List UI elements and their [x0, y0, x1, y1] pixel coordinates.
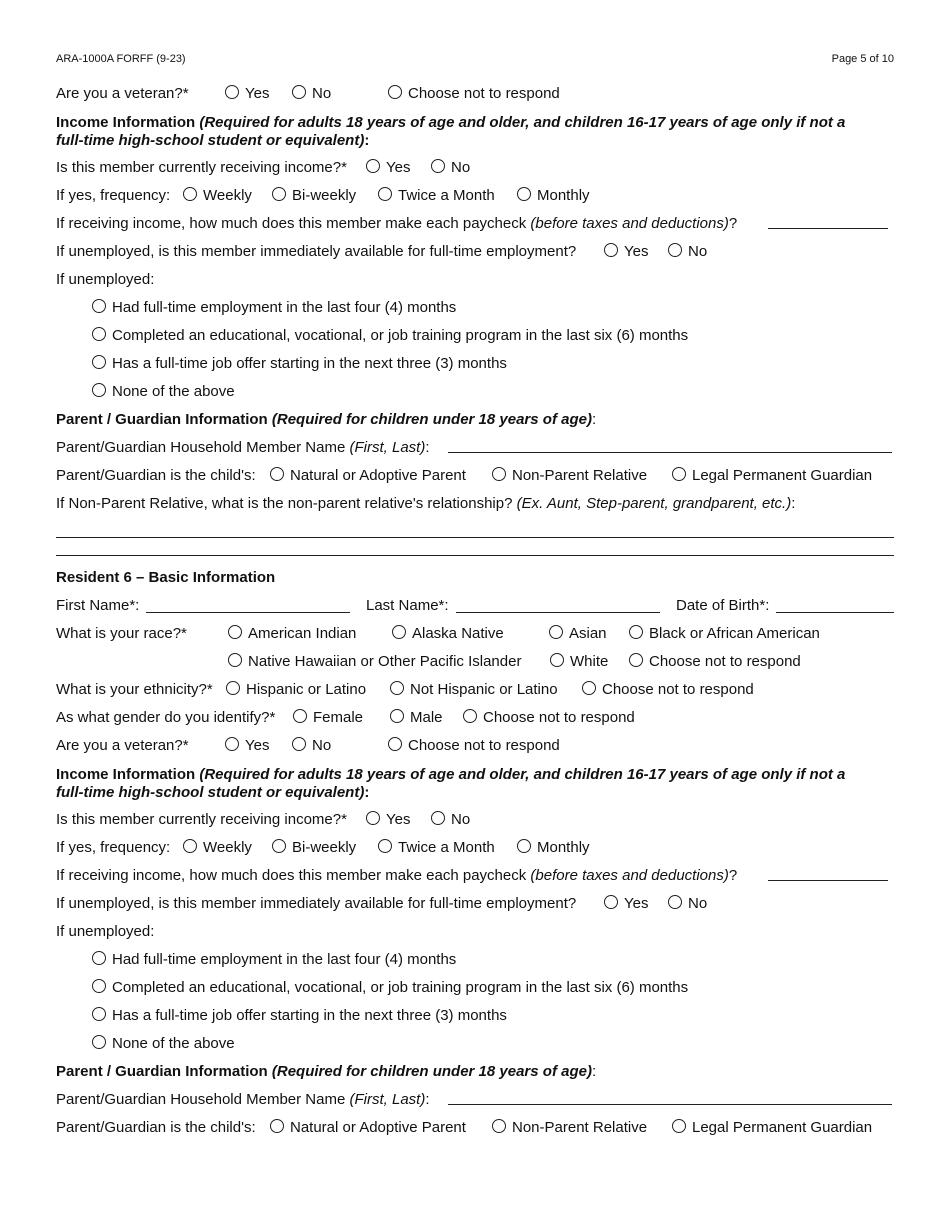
- paycheck-field-2[interactable]: [768, 866, 888, 881]
- if-unemployed-label: If unemployed:: [56, 271, 155, 288]
- available2-no[interactable]: No: [668, 894, 707, 914]
- radio-icon[interactable]: [378, 839, 392, 853]
- dob-field[interactable]: [776, 598, 894, 613]
- unemp-opt-2[interactable]: Completed an educational, vocational, or job training program in the last six (6) months: [92, 326, 894, 346]
- available2-yes[interactable]: Yes: [604, 894, 648, 914]
- income-heading-b: Income Information (Required for adults 18 years of age and older, and children 16-17 years of age only if not a: [56, 766, 846, 783]
- radio-icon[interactable]: [463, 709, 477, 723]
- radio-icon[interactable]: [92, 1035, 106, 1049]
- parent-name-row-2: Parent/Guardian Household Member Name (First, Last):: [56, 1090, 894, 1110]
- paycheck-row-2: If receiving income, how much does this member make each paycheck (before taxes and deductions)?: [56, 866, 894, 886]
- parent-natural[interactable]: Natural or Adoptive Parent: [270, 466, 466, 486]
- parent-heading-2: Parent / Guardian Information (Required for children under 18 years of age):: [56, 1063, 597, 1080]
- race-choose-not[interactable]: Choose not to respond: [629, 652, 801, 672]
- radio-icon[interactable]: [378, 187, 392, 201]
- radio-icon[interactable]: [272, 839, 286, 853]
- radio-icon[interactable]: [183, 839, 197, 853]
- parent-name-row: Parent/Guardian Household Member Name (First, Last):: [56, 438, 894, 458]
- veteran-yes[interactable]: Yes: [225, 84, 269, 104]
- unemp2-opt-3[interactable]: Has a full-time job offer starting in the next three (3) months: [92, 1006, 894, 1026]
- radio-icon[interactable]: [388, 85, 402, 99]
- radio-icon[interactable]: [550, 653, 564, 667]
- gender-row: As what gender do you identify?* Female Male Choose not to respond: [56, 709, 635, 726]
- freq2-weekly[interactable]: Weekly: [183, 838, 252, 858]
- radio-icon[interactable]: [388, 737, 402, 751]
- income-heading-2: full-time high-school student or equivalent):: [56, 132, 370, 149]
- race-black[interactable]: Black or African American: [629, 624, 820, 644]
- radio-icon[interactable]: [183, 187, 197, 201]
- radio-icon[interactable]: [390, 709, 404, 723]
- race-am-indian[interactable]: American Indian: [228, 624, 356, 644]
- parent-is-row: Parent/Guardian is the child's: Natural or Adoptive Parent Non-Parent Relative Legal Permanent Guardian: [56, 467, 873, 484]
- veteran2-yes[interactable]: Yes: [225, 736, 269, 756]
- parent2-legal[interactable]: Legal Permanent Guardian: [672, 1118, 872, 1138]
- page-number: Page 5 of 10: [831, 53, 894, 65]
- radio-icon[interactable]: [366, 159, 380, 173]
- unemp2-opt-4[interactable]: None of the above: [92, 1034, 894, 1054]
- radio-icon[interactable]: [629, 625, 643, 639]
- if-unemployed-label-2: If unemployed:: [56, 923, 155, 940]
- freq-weekly[interactable]: Weekly: [183, 186, 252, 206]
- parent-nonparent[interactable]: Non-Parent Relative: [492, 466, 647, 486]
- radio-icon[interactable]: [431, 811, 445, 825]
- parent-name-field-2[interactable]: [448, 1090, 892, 1105]
- gender-male[interactable]: Male: [390, 708, 443, 728]
- resident6-heading: Resident 6 – Basic Information: [56, 569, 276, 586]
- radio-icon[interactable]: [492, 1119, 506, 1133]
- parent-is-row-2: Parent/Guardian is the child's: Natural or Adoptive Parent Non-Parent Relative Legal Permanent Guardian: [56, 1119, 873, 1136]
- radio-icon[interactable]: [272, 187, 286, 201]
- radio-icon[interactable]: [92, 355, 106, 369]
- race-alaska[interactable]: Alaska Native: [392, 624, 504, 644]
- radio-icon[interactable]: [92, 383, 106, 397]
- radio-icon[interactable]: [629, 653, 643, 667]
- frequency-row: If yes, frequency: Weekly Bi-weekly Twice a Month Monthly: [56, 187, 590, 204]
- income-heading-b-2: full-time high-school student or equivalent):: [56, 784, 370, 801]
- radio-icon[interactable]: [228, 653, 242, 667]
- freq-twice[interactable]: Twice a Month: [378, 186, 495, 206]
- available-no[interactable]: No: [668, 242, 707, 262]
- veteran2-no[interactable]: No: [292, 736, 331, 756]
- radio-icon[interactable]: [92, 979, 106, 993]
- veteran-choose-not[interactable]: Choose not to respond: [388, 84, 560, 104]
- veteran-no[interactable]: No: [292, 84, 331, 104]
- race-row-2: [56, 652, 894, 672]
- radio-icon[interactable]: [672, 1119, 686, 1133]
- radio-icon[interactable]: [672, 467, 686, 481]
- frequency-row-2: If yes, frequency: Weekly Bi-weekly Twice a Month Monthly: [56, 839, 590, 856]
- parent-name-field[interactable]: [448, 438, 892, 453]
- radio-icon[interactable]: [92, 327, 106, 341]
- unemp-opt-3[interactable]: Has a full-time job offer starting in the next three (3) months: [92, 354, 894, 374]
- radio-icon[interactable]: [92, 1007, 106, 1021]
- receiving2-yes[interactable]: Yes: [366, 810, 410, 830]
- radio-icon[interactable]: [431, 159, 445, 173]
- gender-female[interactable]: Female: [293, 708, 363, 728]
- receiving-row-2: Is this member currently receiving income?* Yes No: [56, 811, 471, 828]
- radio-icon[interactable]: [604, 895, 618, 909]
- eth-hispanic[interactable]: Hispanic or Latino: [226, 680, 366, 700]
- form-id: ARA-1000A FORFF (9-23): [56, 53, 186, 65]
- radio-icon[interactable]: [92, 299, 106, 313]
- freq-biweekly[interactable]: Bi-weekly: [272, 186, 356, 206]
- eth-choose-not[interactable]: Choose not to respond: [582, 680, 754, 700]
- unemp2-opt-2[interactable]: Completed an educational, vocational, or job training program in the last six (6) months: [92, 978, 894, 998]
- radio-icon[interactable]: [517, 187, 531, 201]
- race-hawaiian[interactable]: Native Hawaiian or Other Pacific Islander: [228, 652, 521, 672]
- parent-legal[interactable]: Legal Permanent Guardian: [672, 466, 872, 486]
- unemp-opt-1[interactable]: Had full-time employment in the last four (4) months: [92, 298, 894, 318]
- first-name-field[interactable]: [146, 598, 350, 613]
- unemp-opt-4[interactable]: None of the above: [92, 382, 894, 402]
- paycheck-row: If receiving income, how much does this member make each paycheck (before taxes and deductions)?: [56, 214, 894, 234]
- unemp2-opt-1[interactable]: Had full-time employment in the last four (4) months: [92, 950, 894, 970]
- radio-icon[interactable]: [228, 625, 242, 639]
- veteran-label: Are you a veteran?*: [56, 85, 189, 102]
- radio-icon[interactable]: [225, 737, 239, 751]
- radio-icon[interactable]: [392, 625, 406, 639]
- radio-icon[interactable]: [668, 895, 682, 909]
- radio-icon[interactable]: [226, 681, 240, 695]
- radio-icon[interactable]: [270, 1119, 284, 1133]
- income-heading: Income Information (Required for adults 18 years of age and older, and children 16-17 years of age only if not a: [56, 114, 846, 131]
- gender-choose-not[interactable]: Choose not to respond: [463, 708, 635, 728]
- name-row: First Name*: Last Name*: Date of Birth*:: [56, 596, 894, 616]
- available-row-2: If unemployed, is this member immediately available for full-time employment? Yes No: [56, 895, 708, 912]
- radio-icon[interactable]: [390, 681, 404, 695]
- nonparent-rel-row: If Non-Parent Relative, what is the non-parent relative's relationship? (Ex. Aunt, Step-parent, grandparent, etc.):: [56, 495, 796, 512]
- freq2-biweekly[interactable]: Bi-weekly: [272, 838, 356, 858]
- receiving2-no[interactable]: No: [431, 810, 470, 830]
- ethnicity-row: What is your ethnicity?* Hispanic or Latino Not Hispanic or Latino Choose not to respond: [56, 681, 754, 698]
- veteran-row: [56, 84, 894, 104]
- parent-heading: Parent / Guardian Information (Required for children under 18 years of age):: [56, 411, 597, 428]
- race-asian[interactable]: Asian: [549, 624, 607, 644]
- receiving-row: Is this member currently receiving income?* Yes No: [56, 159, 471, 176]
- radio-icon[interactable]: [293, 709, 307, 723]
- radio-icon[interactable]: [517, 839, 531, 853]
- last-name-field[interactable]: [456, 598, 660, 613]
- veteran2-choose-not[interactable]: Choose not to respond: [388, 736, 560, 756]
- radio-icon[interactable]: [92, 951, 106, 965]
- radio-icon[interactable]: [549, 625, 563, 639]
- relationship-line-2[interactable]: [56, 555, 894, 556]
- freq2-monthly[interactable]: Monthly: [517, 838, 590, 858]
- radio-icon[interactable]: [582, 681, 596, 695]
- radio-icon[interactable]: [225, 85, 239, 99]
- race-row-1: What is your race?* American Indian Alaska Native Asian Black or African American: [56, 625, 820, 642]
- race-white[interactable]: White: [550, 652, 608, 672]
- available-row: If unemployed, is this member immediately available for full-time employment? Yes No: [56, 243, 708, 260]
- veteran-row-2: Are you a veteran?* Yes No Choose not to respond: [56, 737, 560, 754]
- receiving-no[interactable]: No: [431, 158, 470, 178]
- relationship-line-1[interactable]: [56, 537, 894, 538]
- radio-icon[interactable]: [366, 811, 380, 825]
- paycheck-field[interactable]: [768, 214, 888, 229]
- freq2-twice[interactable]: Twice a Month: [378, 838, 495, 858]
- parent2-nonparent[interactable]: Non-Parent Relative: [492, 1118, 647, 1138]
- available-yes[interactable]: Yes: [604, 242, 648, 262]
- radio-icon[interactable]: [292, 737, 306, 751]
- eth-not-hispanic[interactable]: Not Hispanic or Latino: [390, 680, 558, 700]
- parent2-natural[interactable]: Natural or Adoptive Parent: [270, 1118, 466, 1138]
- freq-monthly[interactable]: Monthly: [517, 186, 590, 206]
- receiving-yes[interactable]: Yes: [366, 158, 410, 178]
- radio-icon[interactable]: [604, 243, 618, 257]
- radio-icon[interactable]: [492, 467, 506, 481]
- radio-icon[interactable]: [668, 243, 682, 257]
- radio-icon[interactable]: [292, 85, 306, 99]
- radio-icon[interactable]: [270, 467, 284, 481]
